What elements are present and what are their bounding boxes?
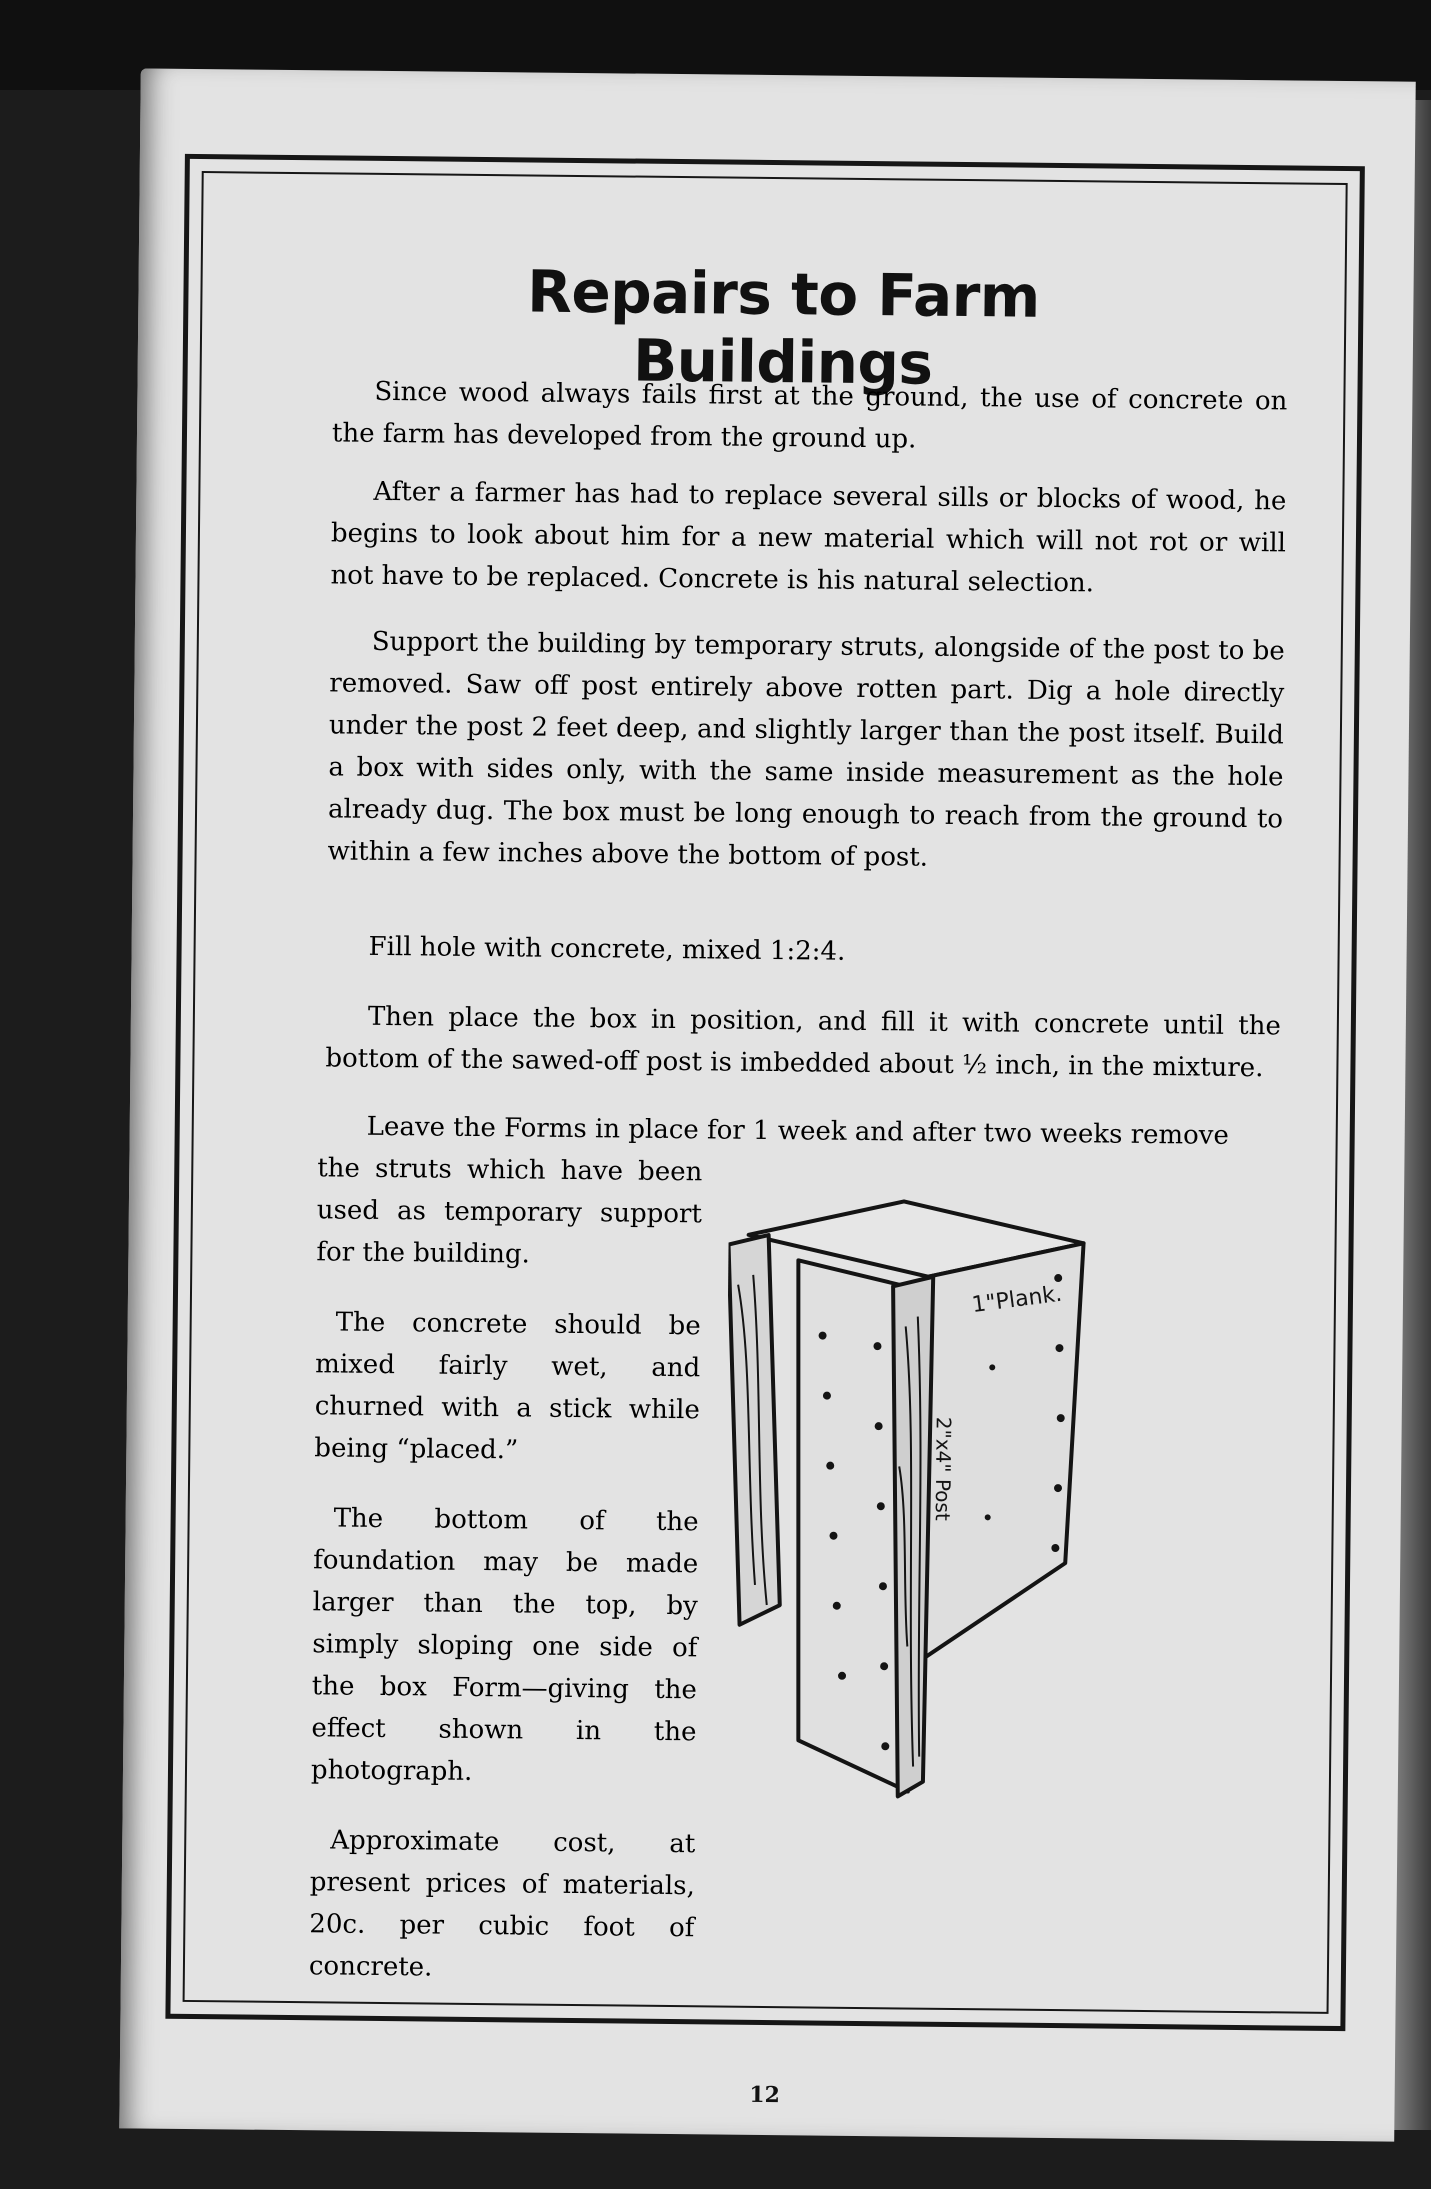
paragraph-2 <box>330 470 1286 606</box>
paragraph-text: Then place the box in position, and fill it with concrete until the bottom of the sawed-off post is imbedded about ½ inch, in the mixture. <box>325 1001 1282 1084</box>
column-text-1: the struts which have been used as temporary support for the building. <box>316 1153 703 1270</box>
paragraph-5 <box>325 995 1281 1089</box>
left-column <box>309 1147 703 1991</box>
paragraph-1 <box>332 370 1288 464</box>
paragraph-text: After a farmer has had to replace several sills or blocks of wood, he begins to look about him for a new material which will not rot or will not have to be replaced. Concrete is his natural selection. <box>330 476 1287 599</box>
paragraph-text: Leave the Forms in place for 1 week and after two weeks remove <box>366 1111 1230 1151</box>
paragraph-3 <box>327 620 1285 882</box>
plank-label: 1"Plank. <box>970 1281 1064 1319</box>
post-label: 2"x4" Post <box>930 1416 956 1521</box>
column-text-3: The bottom of the foundation may be made larger than the top, by simply sloping one side of the box Form—giving the effect shown in the photograph. <box>310 1503 699 1787</box>
column-text-4: Approximate cost, at present prices of materials, 20c. per cubic foot of concrete. <box>308 1825 696 1983</box>
book-page <box>119 68 1416 2141</box>
page-title: Repairs to Farm Buildings <box>526 257 1041 398</box>
concrete-form-illustration <box>723 1165 1250 1810</box>
paragraph-text: Since wood always fails first at the ground, the use of concrete on the farm has developed from the ground up. <box>331 376 1288 455</box>
page-number: 12 <box>749 2081 781 2109</box>
paragraph-text: Fill hole with concrete, mixed 1:2:4. <box>368 931 846 967</box>
paragraph-text: Support the building by temporary struts, alongside of the post to be removed. Saw off post entirely above rotten part. Dig a hole directly under the post 2 feet deep, and slightly larger than the post itself. Build a box with sides only, with the same inside measurement as the hole already dug. The box must be long enough to reach from the ground to within a few inches above the bottom of post. <box>327 626 1285 873</box>
column-text-2: The concrete should be mixed fairly wet, and churned with a stick while being “placed.” <box>314 1307 701 1466</box>
